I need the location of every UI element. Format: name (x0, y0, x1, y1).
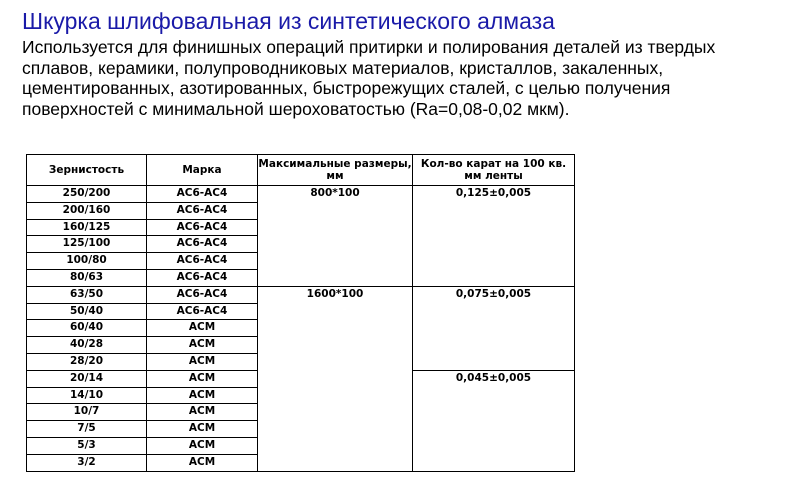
description-line: сплавов, керамики, полупроводниковых материалов, кристаллов, закаленных, (22, 57, 664, 78)
carats-cell: 0,125±0,005 (413, 186, 575, 287)
brand-cell: АС6-АС4 (147, 253, 258, 270)
brand-cell: АСМ (147, 387, 258, 404)
grit-cell: 60/40 (27, 320, 147, 337)
brand-cell: АСМ (147, 353, 258, 370)
brand-cell: АС6-АС4 (147, 269, 258, 286)
max-size-cell: 800*100 (258, 186, 413, 287)
brand-cell: АС6-АС4 (147, 286, 258, 303)
table-body (27, 186, 575, 472)
carats-cell: 0,075±0,005 (413, 286, 575, 370)
grit-cell: 100/80 (27, 253, 147, 270)
spec-table (26, 154, 575, 472)
brand-cell: АСМ (147, 370, 258, 387)
grit-cell: 160/125 (27, 219, 147, 236)
grit-cell: 20/14 (27, 370, 147, 387)
grit-cell: 40/28 (27, 337, 147, 354)
grit-cell: 5/3 (27, 437, 147, 454)
grit-cell: 50/40 (27, 303, 147, 320)
brand-cell: АС6-АС4 (147, 303, 258, 320)
grit-cell: 80/63 (27, 269, 147, 286)
grit-cell: 63/50 (27, 286, 147, 303)
table-header-row (27, 155, 575, 186)
brand-cell: АС6-АС4 (147, 236, 258, 253)
description (22, 37, 782, 119)
brand-cell: АС6-АС4 (147, 202, 258, 219)
brand-cell: АСМ (147, 437, 258, 454)
grit-cell: 200/160 (27, 202, 147, 219)
brand-cell: АС6-АС4 (147, 219, 258, 236)
carats-cell: 0,045±0,005 (413, 370, 575, 471)
grit-cell: 3/2 (27, 454, 147, 471)
description-line: Используется для финишных операций притирки и полирования деталей из твердых (22, 37, 716, 57)
grit-cell: 14/10 (27, 387, 147, 404)
brand-cell: АСМ (147, 404, 258, 421)
brand-cell: АСМ (147, 337, 258, 354)
brand-cell: АСМ (147, 421, 258, 438)
header-max-size: Максимальные размеры, мм (258, 155, 413, 186)
grit-cell: 125/100 (27, 236, 147, 253)
header-brand: Марка (147, 155, 258, 186)
brand-cell: АС6-АС4 (147, 186, 258, 203)
table-row (27, 186, 575, 203)
page-title: Шкурка шлифовальная из синтетического алмаза (22, 8, 555, 34)
description-line: поверхностей с минимальной шероховатостью (Ra=0,08-0,02 мкм). (22, 98, 570, 119)
brand-cell: АСМ (147, 454, 258, 471)
header-grit: Зернистость (27, 155, 147, 186)
table-row (27, 286, 575, 303)
grit-cell: 28/20 (27, 353, 147, 370)
brand-cell: АСМ (147, 320, 258, 337)
grit-cell: 250/200 (27, 186, 147, 203)
max-size-cell: 1600*100 (258, 286, 413, 471)
grit-cell: 10/7 (27, 404, 147, 421)
grit-cell: 7/5 (27, 421, 147, 438)
description-line: цементированных, азотированных, быстрорежущих сталей, с целью получения (22, 78, 671, 98)
header-carats: Кол-во карат на 100 кв. мм ленты (413, 155, 575, 186)
